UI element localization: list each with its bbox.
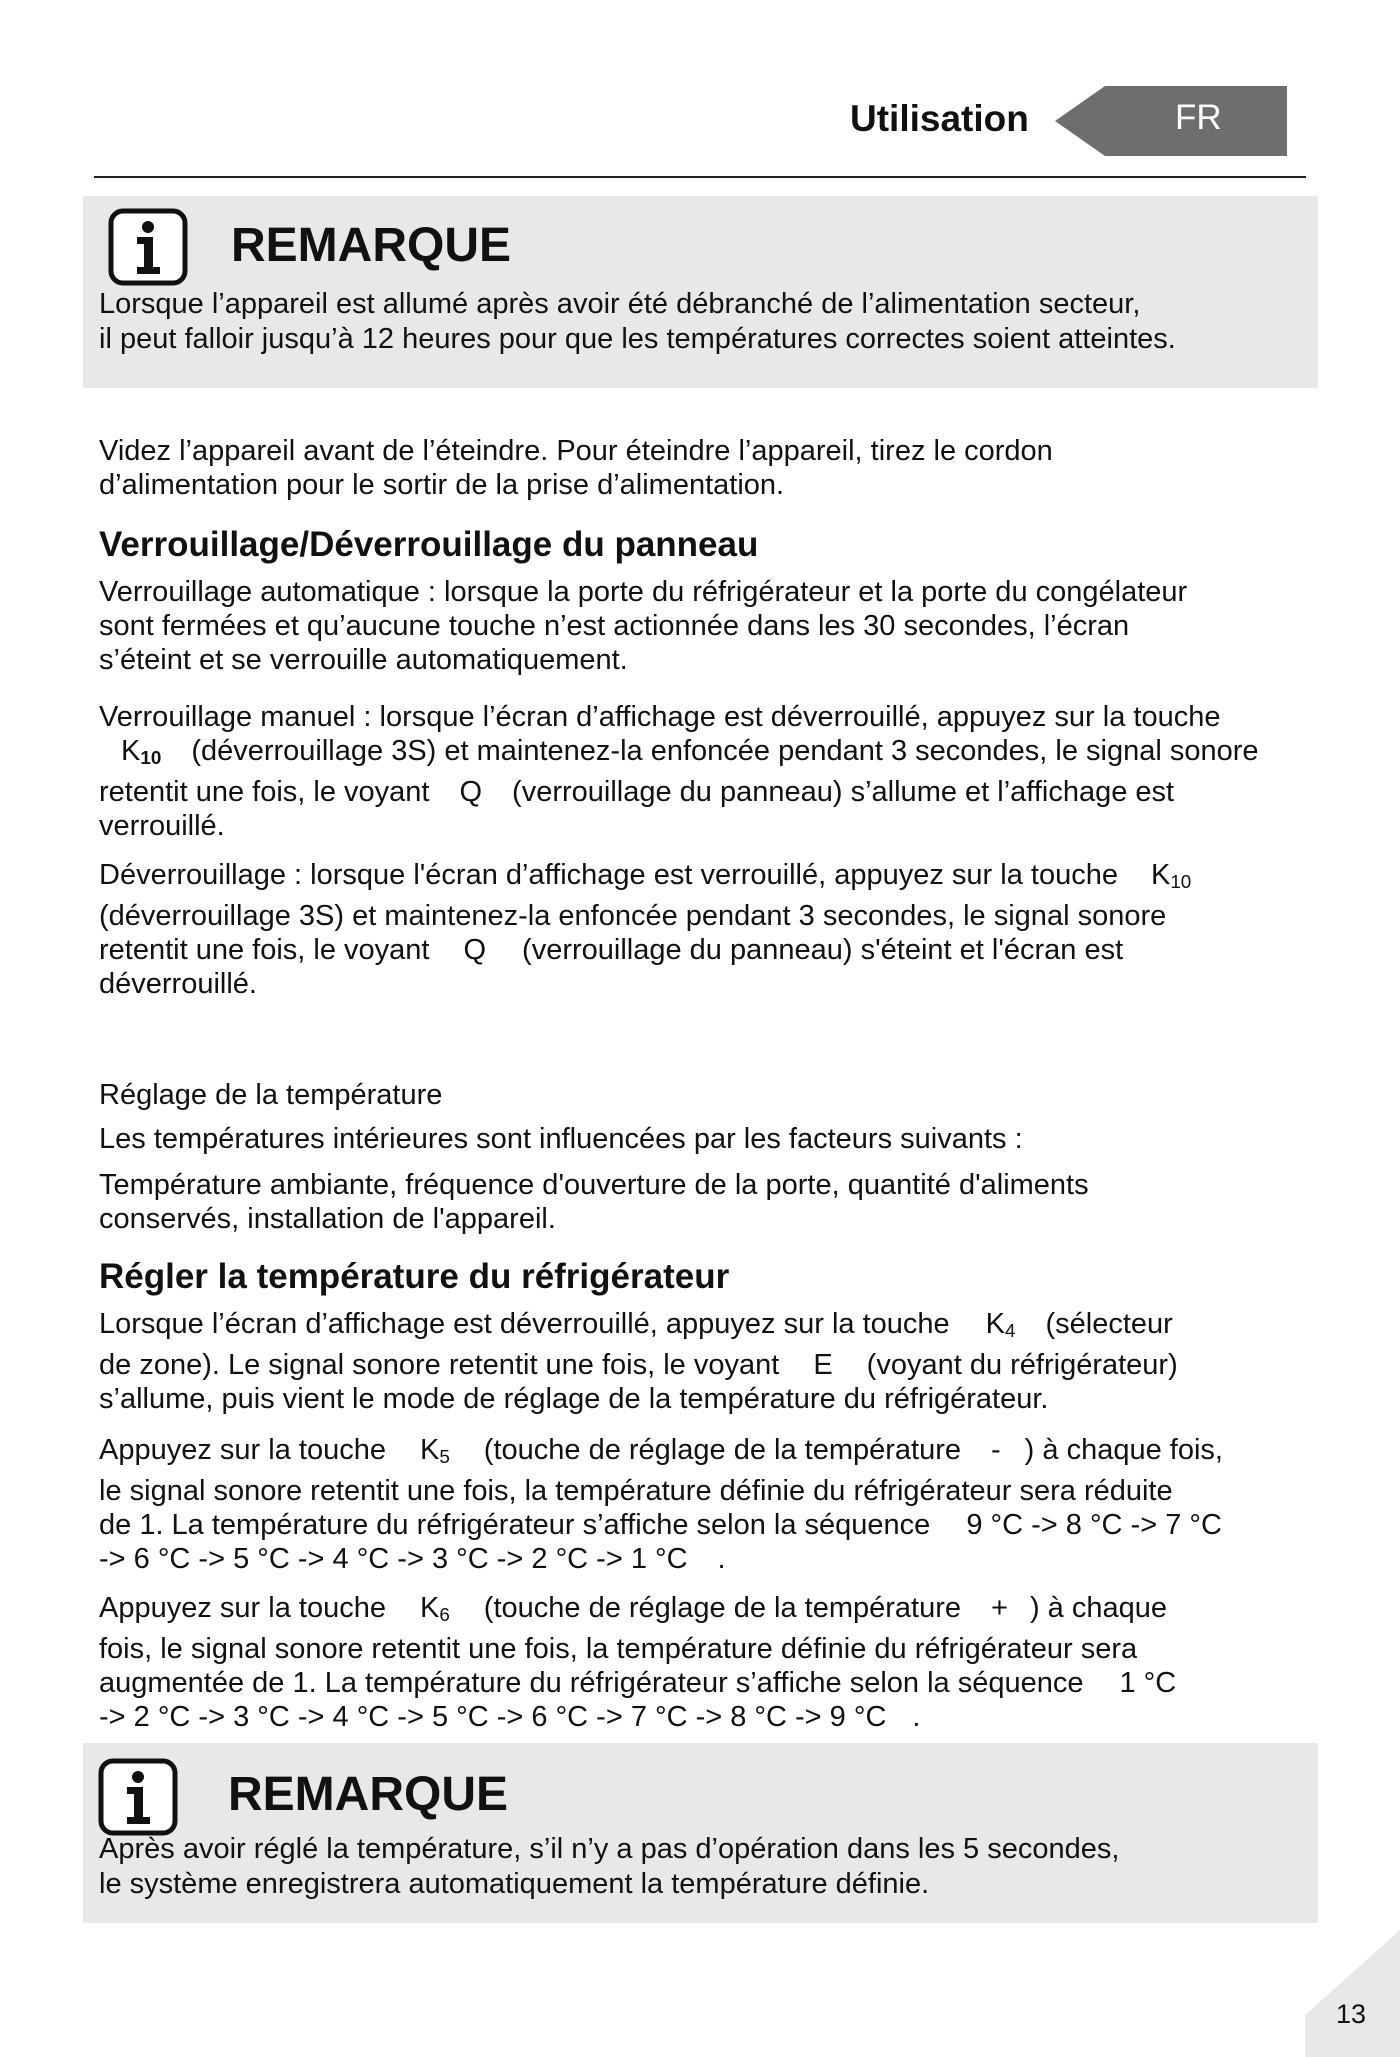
intro-line: Videz l’appareil avant de l’éteindre. Pour éteindre l’appareil, tirez le cordon bbox=[99, 435, 1053, 467]
key-k6: $K_6$ bbox=[419, 1592, 450, 1625]
note-line: le système enregistrera automatiquement la température définie. bbox=[99, 1868, 930, 1900]
section-title: Utilisation bbox=[850, 98, 1029, 139]
temp-sequence: -> 2 °C -> 3 °C -> 4 °C -> 5 °C -> 6 °C -> 7 °C -> 8 °C -> 9 °C bbox=[99, 1700, 887, 1733]
plus-sign: + bbox=[991, 1592, 1008, 1624]
temp-sequence: 9 °C -> 8 °C -> 7 °C bbox=[966, 1508, 1222, 1541]
language-tab-shape bbox=[1055, 86, 1287, 156]
info-icon bbox=[98, 1758, 178, 1836]
fridge-p2-line: de 1. La température du réfrigérateur s’affiche selon la séquence 9 °C -> 8 °C -> 7 °C bbox=[99, 1508, 1222, 1541]
manual-lock-line: verrouillé. bbox=[99, 809, 225, 842]
header-divider bbox=[94, 176, 1306, 178]
fridge-p1-line: s’allume, puis vient le mode de réglage de la température du réfrigérateur. bbox=[99, 1382, 1049, 1415]
page-corner-shape bbox=[1305, 1930, 1400, 2057]
language-label: FR bbox=[1175, 98, 1222, 137]
lock-indicator-q: Q bbox=[463, 933, 487, 966]
auto-lock-paragraph bbox=[99, 575, 1187, 677]
temp-title: Réglage de la température bbox=[99, 1079, 443, 1111]
minus-sign: - bbox=[991, 1434, 1001, 1466]
fridge-p1-line: Lorsque l’écran d’affichage est déverrouillé, appuyez sur la touche $K_4$ (sélecteur bbox=[99, 1308, 1173, 1341]
auto-lock-line: sont fermées et qu’aucune touche n’est actionnée dans les 30 secondes, l’écran bbox=[99, 610, 1130, 642]
fridge-p3-line: augmentée de 1. La température du réfrigérateur s’affiche selon la séquence 1 °C bbox=[99, 1666, 1177, 1699]
unlock-line: retentit une fois, le voyant Q (verrouillage du panneau) s'éteint et l'écran est bbox=[99, 933, 1124, 966]
intro-line: d’alimentation pour le sortir de la prise d’alimentation. bbox=[99, 469, 785, 501]
note-text bbox=[99, 1832, 1119, 1902]
factors-line: conservés, installation de l'appareil. bbox=[99, 1203, 556, 1235]
key-k10: $K_{10}$ bbox=[121, 735, 162, 768]
note-text bbox=[99, 287, 1176, 357]
lock-heading: Verrouillage/Déverrouillage du panneau bbox=[99, 525, 759, 564]
manual-lock-line: retentit une fois, le voyant Q (verrouillage du panneau) s’allume et l’affichage est bbox=[99, 775, 1175, 808]
note-box-power bbox=[83, 196, 1318, 388]
fridge-p2-line: le signal sonore retentit une fois, la température définie du réfrigérateur sera réduite bbox=[99, 1474, 1173, 1507]
temp-sequence: 1 °C bbox=[1119, 1666, 1177, 1699]
manual-lock-paragraph bbox=[99, 700, 1259, 843]
fridge-p1 bbox=[99, 1307, 1178, 1416]
unlock-line: (déverrouillage 3S) et maintenez-la enfoncée pendant 3 secondes, le signal sonore bbox=[99, 899, 1167, 932]
auto-lock-line: Verrouillage automatique : lorsque la porte du réfrigérateur et la porte du congélateur bbox=[99, 576, 1188, 608]
key-k10: $K_{10}$ bbox=[1150, 859, 1192, 892]
fridge-heading: Régler la température du réfrigérateur bbox=[99, 1257, 730, 1296]
note-title: REMARQUE bbox=[231, 219, 512, 272]
fridge-p3-line: Appuyez sur la touche $K_6$ (touche de réglage de la température + ) à chaque bbox=[99, 1592, 1167, 1625]
factors-line: Température ambiante, fréquence d'ouverture de la porte, quantité d'aliments bbox=[99, 1169, 1089, 1201]
manual-lock-line: Verrouillage manuel : lorsque l’écran d’affichage est déverrouillé, appuyez sur la touche bbox=[99, 701, 1221, 733]
fridge-p2-line: Appuyez sur la touche $K_5$ (touche de réglage de la température - ) à chaque fois, bbox=[99, 1434, 1223, 1467]
key-k5: $K_5$ bbox=[419, 1434, 450, 1467]
unlock-line: Déverrouillage : lorsque l'écran d’affichage est verrouillé, appuyez sur la touche $K_{10}$ bbox=[99, 859, 1192, 892]
fridge-p3 bbox=[99, 1591, 1176, 1734]
manual-lock-line: $K_{10}$ (déverrouillage 3S) et maintenez-la enfoncée pendant 3 secondes, le signal sonore bbox=[121, 735, 1259, 768]
fridge-p3-line: fois, le signal sonore retentit une fois, la température définie du réfrigérateur sera bbox=[99, 1632, 1138, 1665]
factors-paragraph bbox=[99, 1168, 1089, 1236]
fridge-p1-line: de zone). Le signal sonore retentit une fois, le voyant E (voyant du réfrigérateur) bbox=[99, 1348, 1178, 1381]
language-tab bbox=[1055, 86, 1287, 156]
note-box-save bbox=[83, 1743, 1318, 1923]
fridge-p3-line: -> 2 °C -> 3 °C -> 4 °C -> 5 °C -> 6 °C -> 7 °C -> 8 °C -> 9 °C . bbox=[99, 1700, 921, 1733]
unlock-paragraph bbox=[99, 858, 1191, 1001]
unlock-line: déverrouillé. bbox=[99, 967, 257, 1000]
page-number: 13 bbox=[1336, 1999, 1367, 2029]
key-k4: $K_4$ bbox=[985, 1308, 1016, 1341]
lock-indicator-q: Q bbox=[459, 775, 483, 808]
fridge-indicator-e: E bbox=[813, 1348, 833, 1381]
note-line: Lorsque l’appareil est allumé après avoir été débranché de l’alimentation secteur, bbox=[99, 288, 1141, 320]
note-line: il peut falloir jusqu’à 12 heures pour que les températures correctes soient atteintes. bbox=[99, 323, 1176, 355]
fridge-p2 bbox=[99, 1433, 1223, 1576]
note-title: REMARQUE bbox=[228, 1768, 509, 1821]
temp-sequence: -> 6 °C -> 5 °C -> 4 °C -> 3 °C -> 2 °C -> 1 °C bbox=[99, 1542, 688, 1575]
intro-paragraph bbox=[99, 434, 1053, 502]
info-icon bbox=[108, 208, 188, 286]
note-line: Après avoir réglé la température, s’il n’y a pas d’opération dans les 5 secondes, bbox=[99, 1833, 1120, 1865]
factors-intro: Les températures intérieures sont influencées par les facteurs suivants : bbox=[99, 1123, 1023, 1155]
auto-lock-line: s’éteint et se verrouille automatiquement. bbox=[99, 644, 628, 676]
fridge-p2-line: -> 6 °C -> 5 °C -> 4 °C -> 3 °C -> 2 °C -> 1 °C . bbox=[99, 1542, 726, 1575]
